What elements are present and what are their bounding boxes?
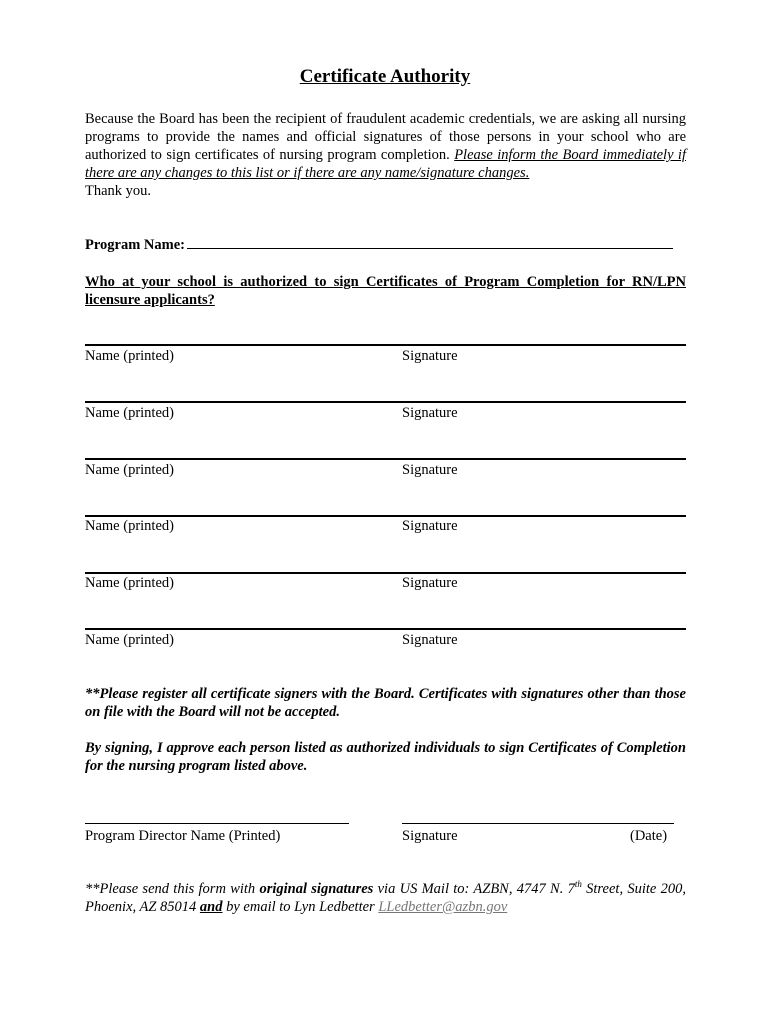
email-link[interactable]: LLedbetter@azbn.gov xyxy=(378,899,508,915)
signature-label: Signature xyxy=(402,405,458,421)
signature-label: Signature xyxy=(402,575,458,591)
name-printed-label: Name (printed) xyxy=(85,575,174,591)
signer-row-line[interactable] xyxy=(85,458,686,460)
name-printed-label: Name (printed) xyxy=(85,462,174,478)
intro-emphasis: Please inform the Board immediately if there are any changes to this list or if there are any name/signature changes. xyxy=(85,147,686,181)
signer-row-line[interactable] xyxy=(85,515,686,517)
footer-address-part2: Street, Suite 200, Phoenix, AZ 85014 xyxy=(85,881,686,915)
signature-label: Signature xyxy=(402,518,458,534)
name-printed-label: Name (printed) xyxy=(85,348,174,364)
program-name-label: Program Name: xyxy=(85,237,185,253)
name-printed-label: Name (printed) xyxy=(85,405,174,421)
footer-email-intro: by email to Lyn Ledbetter xyxy=(222,899,379,915)
signer-row-line[interactable] xyxy=(85,628,686,630)
director-date-label: (Date) xyxy=(630,828,668,844)
director-signature-label: Signature xyxy=(402,828,458,844)
mailing-instructions xyxy=(85,880,686,916)
signature-label: Signature xyxy=(402,348,458,364)
director-name-line[interactable] xyxy=(85,823,349,824)
program-name-field[interactable] xyxy=(85,236,686,254)
intro-paragraph xyxy=(85,110,686,200)
thank-you-text: Thank you. xyxy=(85,183,152,199)
footer-original-signatures: original signatures xyxy=(259,881,374,897)
register-signers-note: **Please register all certificate signers with the Board. Certificates with signatures other than those on file with the Board will not be accepted. xyxy=(85,686,686,720)
signer-row-line[interactable] xyxy=(85,344,686,346)
footer-prefix: **Please send this form with xyxy=(85,881,260,897)
name-printed-label: Name (printed) xyxy=(85,518,174,534)
signature-label: Signature xyxy=(402,462,458,478)
footer-and: and xyxy=(199,899,223,915)
authorized-signers-question: Who at your school is authorized to sign Certificates of Program Completion for RN/LPN licensure applicants? xyxy=(85,274,686,308)
footer-address-part1: via US Mail to: AZBN, 4747 N. 7 xyxy=(373,881,575,897)
approval-statement: By signing, I approve each person listed as authorized individuals to sign Certificates of Completion for the nursing program listed above. xyxy=(85,740,686,774)
signature-label: Signature xyxy=(402,632,458,648)
program-name-blank-line[interactable] xyxy=(187,236,673,249)
signer-row-line[interactable] xyxy=(85,401,686,403)
name-printed-label: Name (printed) xyxy=(85,632,174,648)
signer-row-line[interactable] xyxy=(85,572,686,574)
director-signature-line[interactable] xyxy=(402,823,674,824)
intro-text: Because the Board has been the recipient of fraudulent academic credentials, we are asking all nursing programs to provide the names and official signatures of those persons in your school who are authorized to sign certificates of nursing program completion. xyxy=(85,111,686,163)
footer-superscript: th xyxy=(574,879,582,890)
director-name-label: Program Director Name (Printed) xyxy=(85,828,281,844)
page-title: Certificate Authority xyxy=(299,66,471,87)
